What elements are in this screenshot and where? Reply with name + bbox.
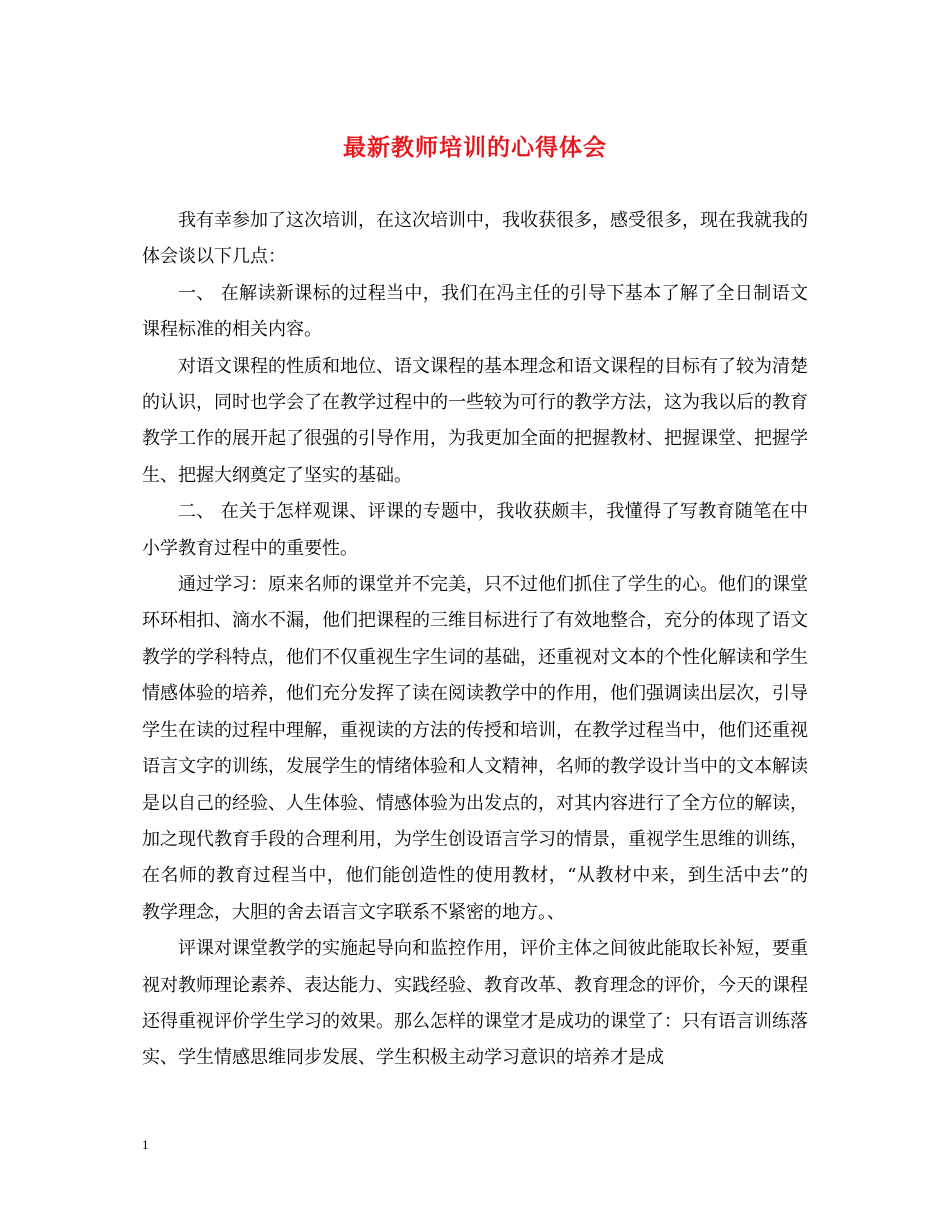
paragraph-point-two: 二、 在关于怎样观课、评课的专题中，我收获颇丰，我懂得了写教育随笔在中小学教育过程中的重要性。 bbox=[142, 501, 808, 559]
document-title: 最新教师培训的心得体会 bbox=[343, 134, 607, 161]
paragraph-point-one: 一、 在解读新课标的过程当中，我们在冯主任的引导下基本了解了全日制语文课程标准的相关内容。 bbox=[142, 282, 808, 341]
paragraph-intro: 我有幸参加了这次培训，在这次培训中，我收获很多，感受很多，现在我就我的体会谈以下几点： bbox=[142, 210, 808, 268]
paragraph-evaluation: 评课对课堂教学的实施起导向和监控作用，评价主体之间彼此能取长补短，要重视对教师理论素养、表达能力、实践经验、教育改革、教育理念的评价，今天的课程还得重视评价学生学习的效果。那么怎样的课堂才是成功的课堂了：只有语言训练落实、学生情感思维同步发展、学生积极主动学习意识的培养才是成 bbox=[142, 938, 808, 1069]
document-body bbox=[142, 203, 808, 1077]
paragraph-study: 通过学习：原来名师的课堂并不完美，只不过他们抓住了学生的心。他们的课堂环环相扣、滴水不漏，他们把课程的三维目标进行了有效地整合，充分的体现了语文教学的学科特点，他们不仅重视生字生词的基础，还重视对文本的个性化解读和学生情感体验的培养，他们充分发挥了读在阅读教学中的作用，他们强调读出层次，引导学生在读的过程中理解，重视读的方法的传授和培训，在教学过程当中，他们还重视语言文字的训练，发展学生的情绪体验和人文精神，名师的教学设计当中的文本解读是以自己的经验、人生体验、情感体验为出发点的，对其内容进行了全方位的解读，加之现代教育手段的合理利用，为学生创设语言学习的情景，重视学生思维的训练，在名师的教育过程当中，他们能创造性的使用教材，“从教材中来，到生活中去”的教学理念，大胆的舍去语言文字联系不紧密的地方。、 bbox=[142, 574, 808, 923]
page-number: 1 bbox=[142, 1137, 149, 1152]
paragraph-curriculum: 对语文课程的性质和地位、语文课程的基本理念和语文课程的目标有了较为清楚的认识，同时也学会了在教学过程中的一些较为可行的教学方法，这为我以后的教育教学工作的展开起了很强的引导作用，为我更加全面的把握教材、把握课堂、把握学生、把握大纲奠定了坚实的基础。 bbox=[142, 355, 808, 486]
